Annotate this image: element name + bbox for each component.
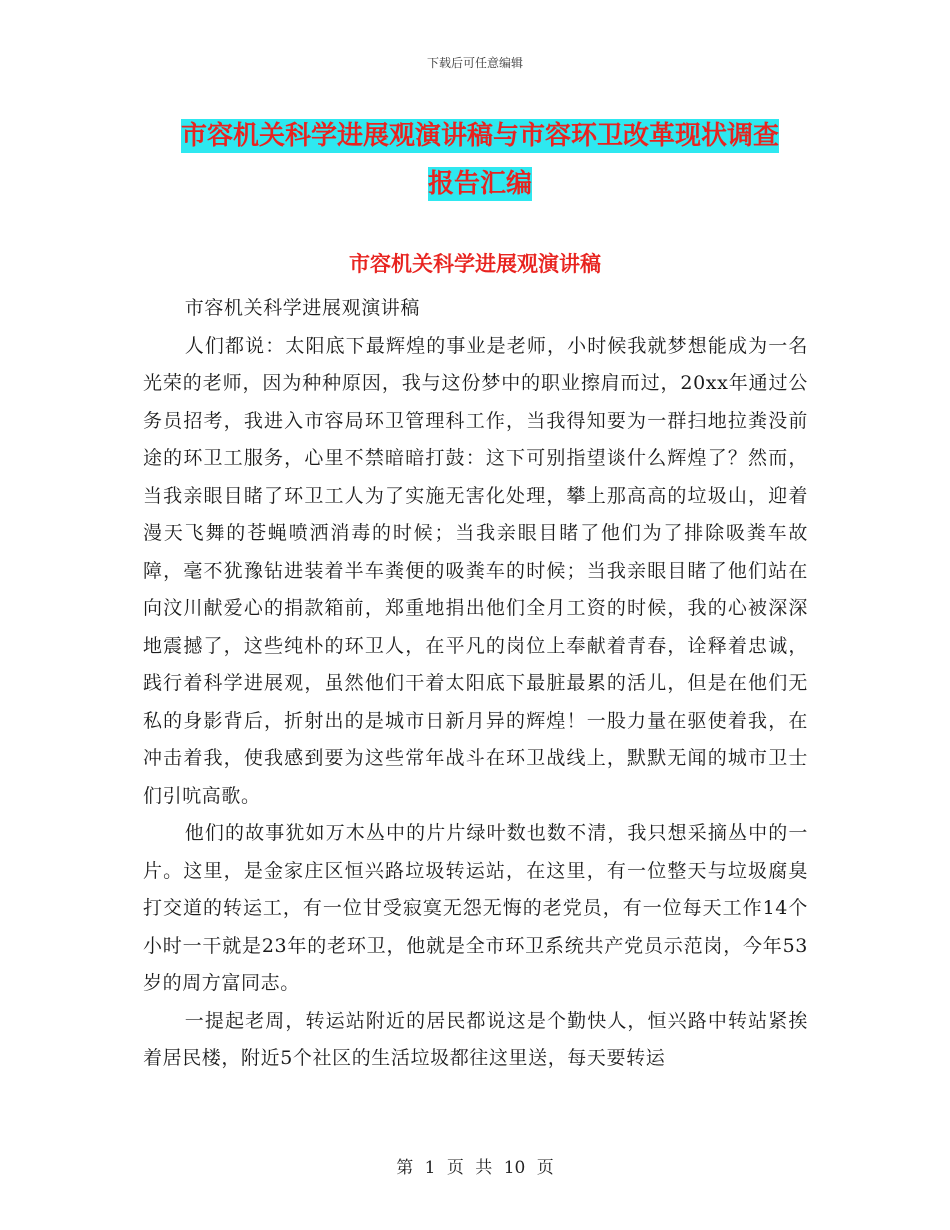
paragraph: 一提起老周，转运站附近的居民都说这是个勤快人，恒兴路中转站紧挨着居民楼，附近5个社区的生活垃圾都往这里送，每天要转运: [143, 1009, 808, 1069]
document-body: [143, 290, 808, 1078]
paragraph: 人们都说：太阳底下最辉煌的事业是老师，小时候我就梦想能成为一名光荣的老师，因为种种原因，我与这份梦中的职业擦肩而过，20xx年通过公务员招考，我进入市容局环卫管理科工作，当我得知要为一群扫地拉粪没前途的环卫工服务，心里不禁暗暗打鼓：这下可别指望谈什么辉煌了？然而，当我亲眼目睹了环卫工人为了实施无害化处理，攀上那高高的垃圾山，迎着漫天飞舞的苍蝇喷洒消毒的时候；当我亲眼目睹了他们为了排除吸粪车故障，毫不犹豫钻进装着半车粪便的吸粪车的时候；当我亲眼目睹了他们站在向汶川献爱心的捐款箱前，郑重地捐出他们全月工资的时候，我的心被深深地震撼了，这些纯朴的环卫人，在平凡的岗位上奉献着青春，诠释着忠诚，践行着科学进展观，虽然他们干着太阳底下最脏最累的活儿，但是在他们无私的身影背后，折射出的是城市日新月异的辉煌！一股力量在驱使着我，在冲击着我，使我感到要为这些常年战斗在环卫战线上，默默无闻的城市卫士们引吭高歌。: [143, 334, 808, 807]
document-title: [160, 112, 800, 208]
document-title-line-1: 市容机关科学进展观演讲稿与市容环卫改革现状调查: [180, 121, 779, 151]
section-title: 市容机关科学进展观演讲稿: [349, 252, 601, 276]
header-note: 下载后可任意编辑: [426, 56, 523, 70]
paragraph-subtitle: 市容机关科学进展观演讲稿: [184, 297, 420, 319]
paragraph: 他们的故事犹如万木丛中的片片绿叶数也数不清，我只想采摘丛中的一片。这里，是金家庄区恒兴路垃圾转运站，在这里，有一位整天与垃圾腐臭打交道的转运工，有一位甘受寂寞无怨无悔的老党员，有一位每天工作14个小时一干就是23年的老环卫，他就是全市环卫系统共产党员示范岗，今年53岁的周方富同志。: [143, 822, 808, 994]
page-footer: 第 1 页 共 10 页: [396, 1158, 554, 1178]
document-title-line-2: 报告汇编: [427, 169, 532, 199]
